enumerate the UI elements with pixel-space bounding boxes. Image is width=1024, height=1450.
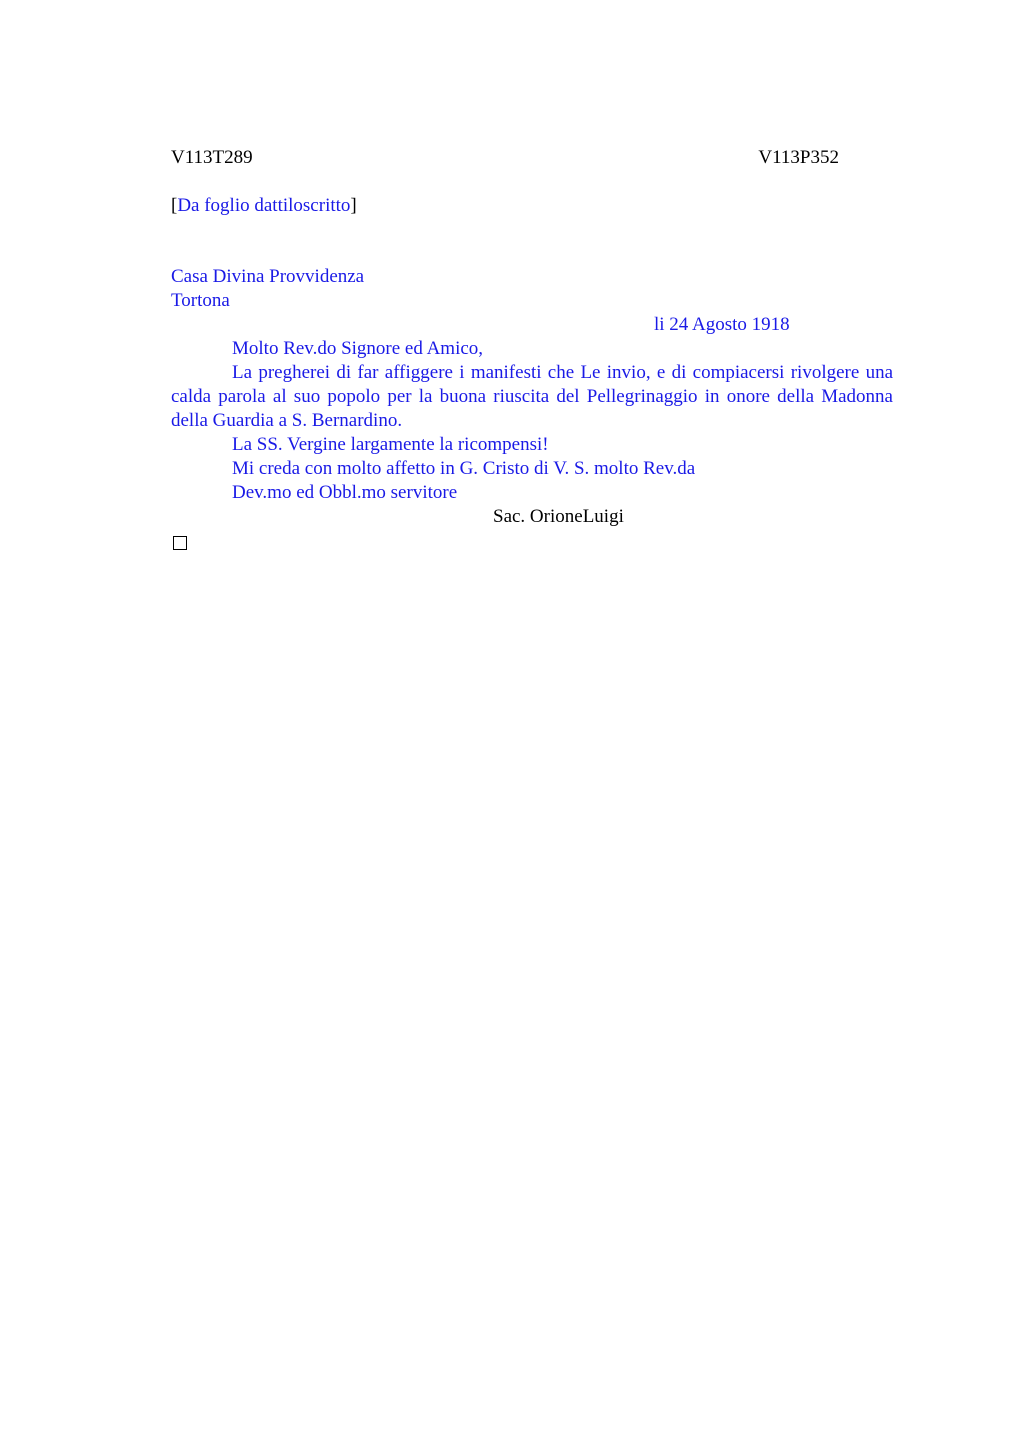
empty-square-icon	[173, 536, 187, 550]
paragraph-request: La pregherei di far affiggere i manifesti che Le invio, e di compiacersi rivolgere una calda parola al suo popolo per la buona riuscita del Pellegrinaggio in onore della Madonna della Guardia a S. Bernardino.	[171, 362, 893, 431]
source-note-text: Da foglio dattiloscritto	[177, 195, 351, 216]
sender-name: Casa Divina Provvidenza	[171, 266, 365, 287]
closing-line: Mi creda con molto affetto in G. Cristo di V. S. molto Rev.da	[232, 458, 696, 479]
reference-codes	[171, 146, 839, 170]
letter-date: li 24 Agosto 1918	[654, 314, 790, 335]
salutation: Molto Rev.do Signore ed Amico,	[232, 338, 484, 359]
source-note-close-bracket: ]	[350, 195, 357, 216]
reference-code-left: V113T289	[171, 147, 253, 168]
signature: Sac. OrioneLuigi	[493, 506, 624, 527]
sender-city: Tortona	[171, 290, 230, 311]
source-note-open-bracket: [	[171, 195, 178, 216]
source-note	[171, 194, 357, 218]
letter-body	[171, 265, 895, 550]
reference-code-right: V113P352	[758, 147, 839, 168]
closing-servant: Dev.mo ed Obbl.mo servitore	[232, 482, 458, 503]
document-page	[171, 0, 895, 1450]
paragraph-blessing: La SS. Vergine largamente la ricompensi!	[232, 434, 549, 455]
